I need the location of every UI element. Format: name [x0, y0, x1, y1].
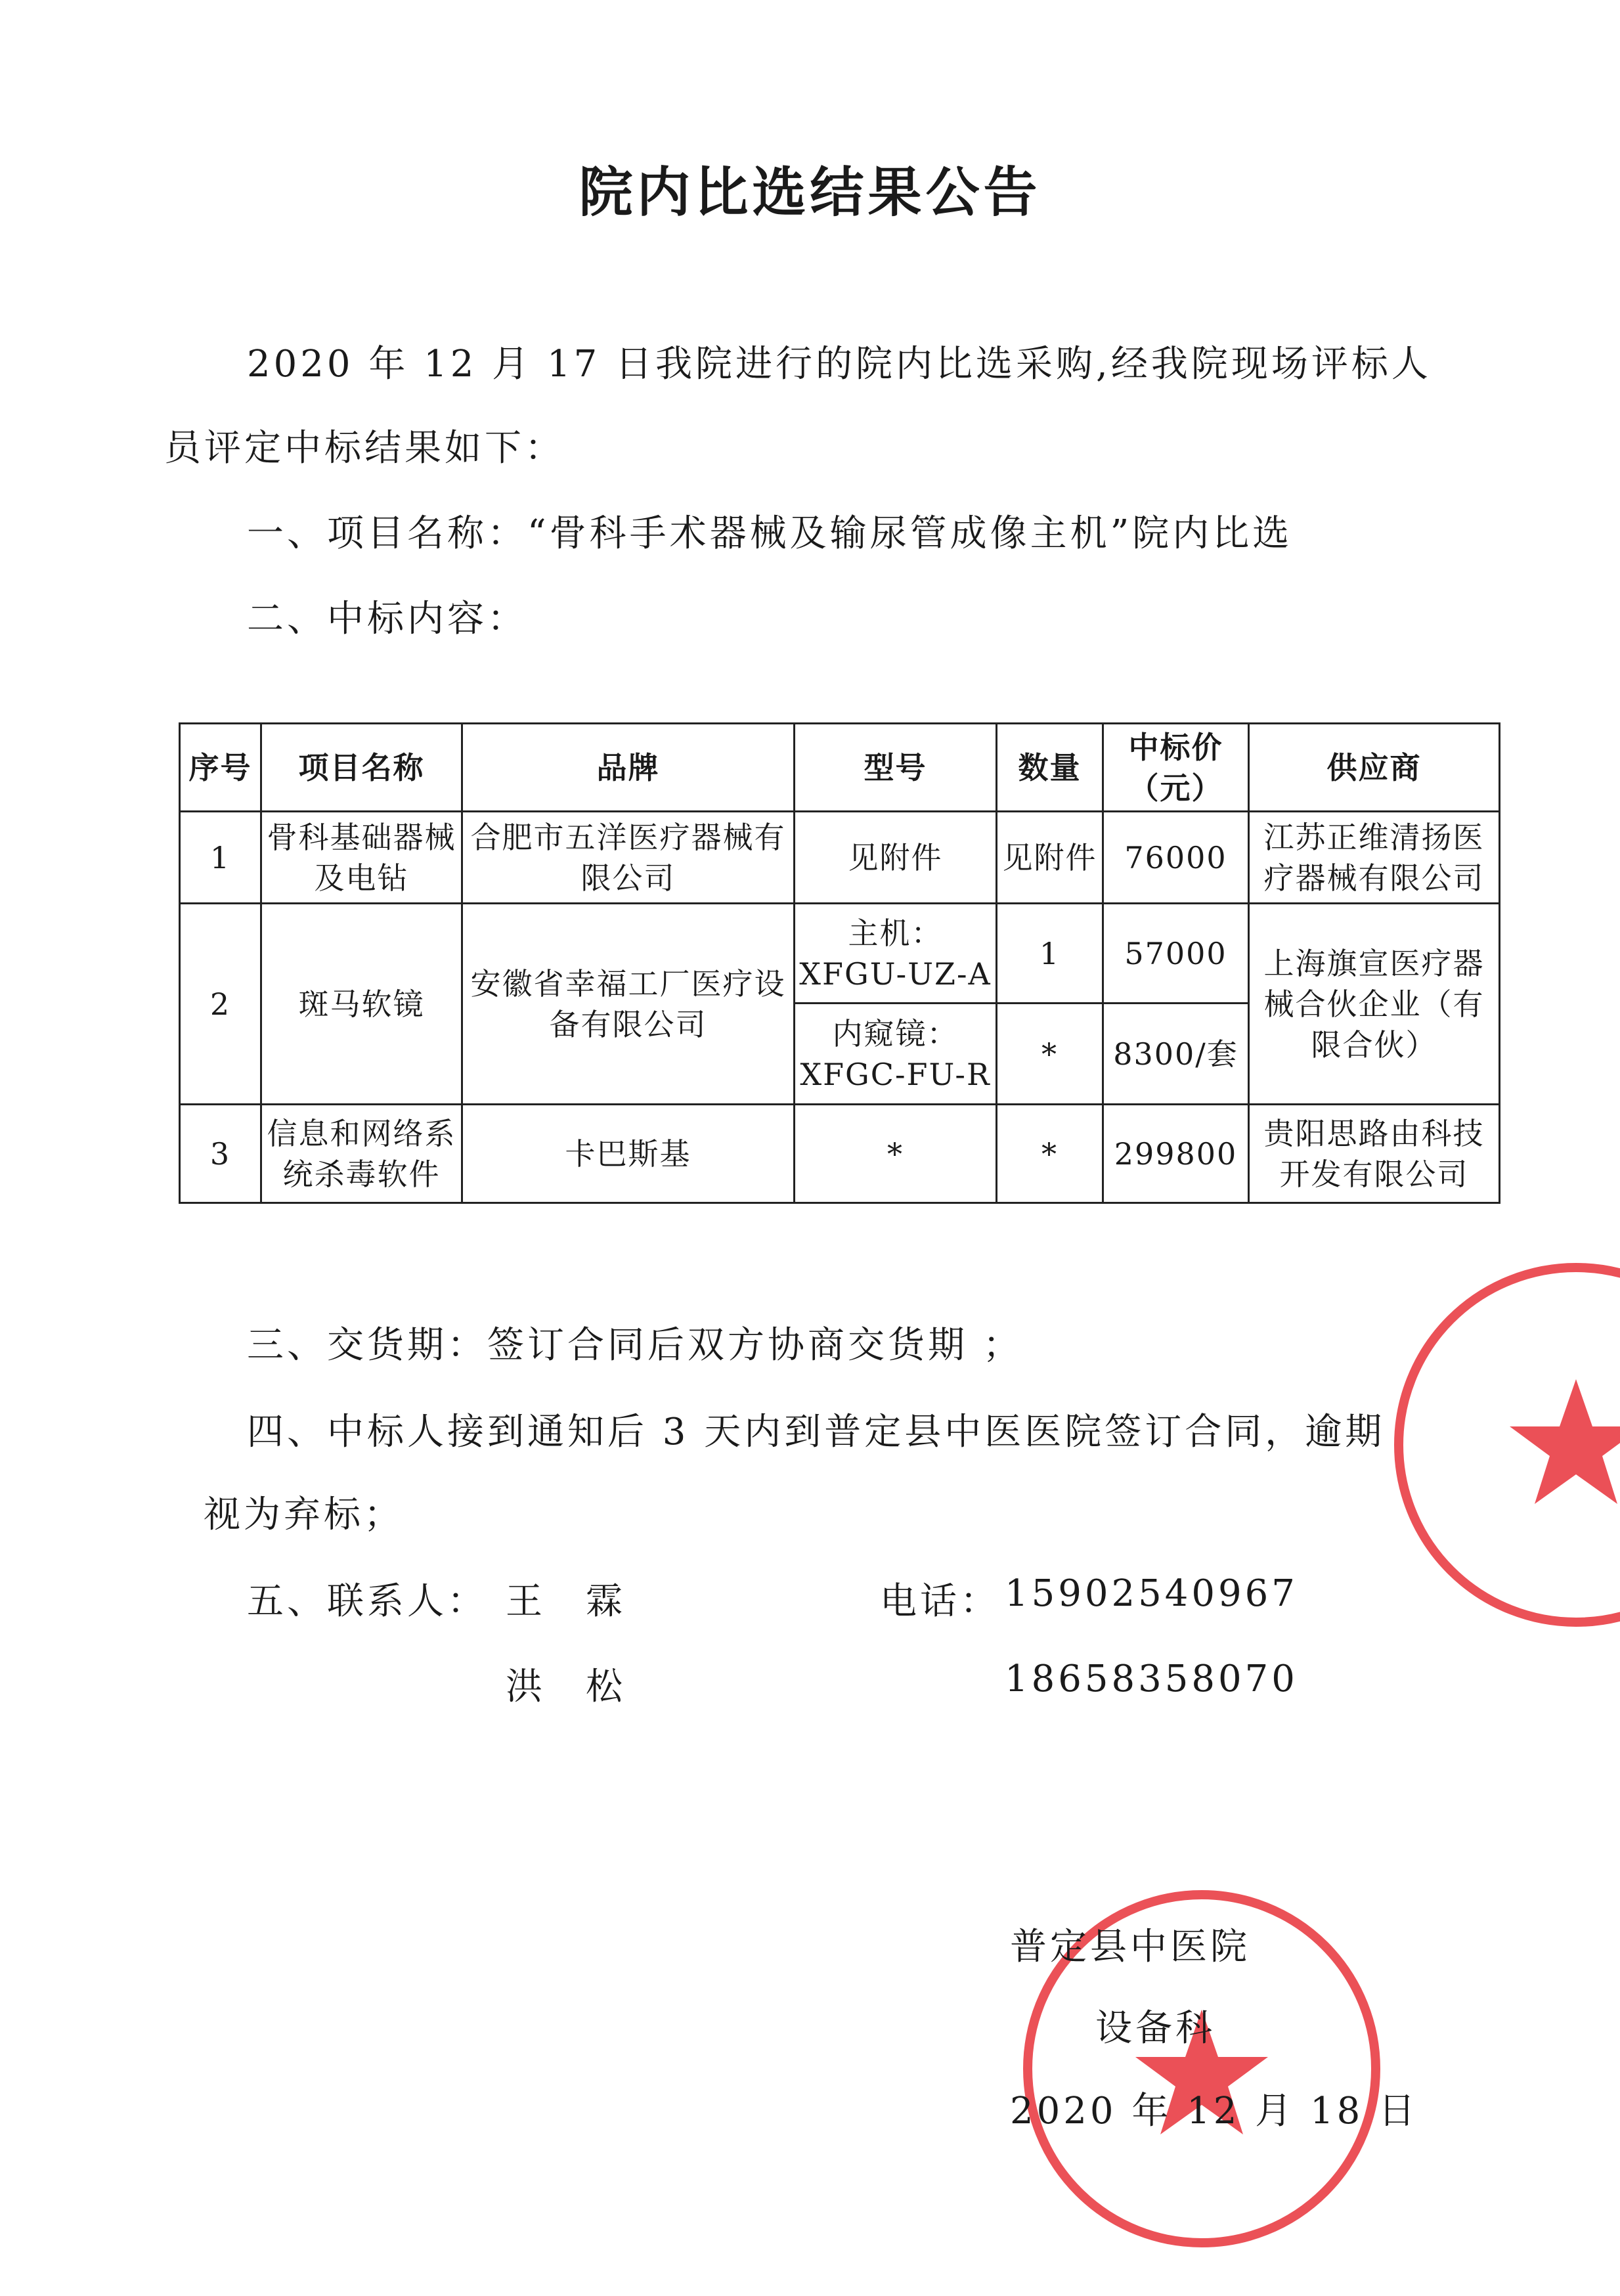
intro-line-1: 2020 年 12 月 17 日我院进行的院内比选采购,经我院现场评标人	[247, 343, 1432, 386]
cell-supplier: 上海旗宣医疗器械合伙企业（有限合伙）	[1249, 904, 1500, 1105]
contact-name-2: 洪 松	[506, 1666, 626, 1708]
cell-brand: 安徽省幸福工厂医疗设备有限公司	[462, 904, 795, 1105]
cell-project-name: 信息和网络系统杀毒软件	[261, 1105, 462, 1203]
phone-label: 电话：	[880, 1580, 1000, 1623]
project-name-line: 一、项目名称：“骨科手术器械及输尿管成像主机”院内比选	[247, 512, 1293, 555]
cell-price-endoscope: 8300/套	[1103, 1004, 1249, 1105]
cell-quantity: 见附件	[997, 812, 1103, 904]
signature-date: 2020 年 12 月 18 日	[1010, 2090, 1419, 2132]
cell-model-host: 主机：XFGU-UZ-A	[795, 904, 997, 1004]
contact-name-1: 王 霖	[506, 1580, 626, 1623]
cell-project-name: 斑马软镜	[261, 904, 462, 1105]
header-supplier: 供应商	[1249, 724, 1500, 812]
cell-project-name: 骨科基础器械及电钻	[261, 812, 462, 904]
intro-line-2: 员评定中标结果如下：	[164, 427, 565, 470]
contact-label: 五、联系人：	[247, 1580, 487, 1623]
signature-organization: 普定县中医院	[1010, 1926, 1250, 1968]
table-row	[180, 812, 1500, 904]
header-brand: 品牌	[462, 724, 795, 812]
table-header-row	[180, 724, 1500, 812]
cell-quantity-endoscope: *	[997, 1004, 1103, 1105]
header-quantity: 数量	[997, 724, 1103, 812]
contact-phone-1: 15902540967	[1005, 1572, 1298, 1615]
cell-price-host: 57000	[1103, 904, 1249, 1004]
cell-quantity: *	[997, 1105, 1103, 1203]
cell-price: 76000	[1103, 812, 1249, 904]
signature-department: 设备科	[1095, 2007, 1215, 2050]
notice-line-1: 四、中标人接到通知后 3 天内到普定县中医医院签订合同，逾期	[247, 1411, 1386, 1453]
table-row	[180, 1105, 1500, 1203]
page-title: 院内比选结果公告	[579, 162, 1041, 224]
header-project-name: 项目名称	[261, 724, 462, 812]
cell-price: 299800	[1103, 1105, 1249, 1203]
header-seq: 序号	[180, 724, 261, 812]
contact-phone-2: 18658358070	[1005, 1658, 1298, 1700]
header-price: 中标价（元）	[1103, 724, 1249, 812]
cell-seq: 1	[180, 812, 261, 904]
cell-model-endoscope: 内窥镜：XFGC-FU-R	[795, 1004, 997, 1105]
award-table	[179, 722, 1500, 1204]
cell-seq: 2	[180, 904, 261, 1105]
cell-supplier: 江苏正维清扬医疗器械有限公司	[1249, 812, 1500, 904]
notice-line-2: 视为弃标；	[204, 1493, 404, 1536]
cell-brand: 合肥市五洋医疗器械有限公司	[462, 812, 795, 904]
hospital-seal-stamp	[1366, 1248, 1620, 1642]
header-model: 型号	[795, 724, 997, 812]
table-row	[180, 904, 1500, 1004]
cell-brand: 卡巴斯基	[462, 1105, 795, 1203]
cell-quantity-host: 1	[997, 904, 1103, 1004]
cell-supplier: 贵阳思路由科技开发有限公司	[1249, 1105, 1500, 1203]
cell-model: *	[795, 1105, 997, 1203]
award-content-label: 二、中标内容：	[247, 598, 527, 640]
cell-model: 见附件	[795, 812, 997, 904]
cell-seq: 3	[180, 1105, 261, 1203]
delivery-line: 三、交货期：签订合同后双方协商交货期 ；	[247, 1324, 1023, 1367]
